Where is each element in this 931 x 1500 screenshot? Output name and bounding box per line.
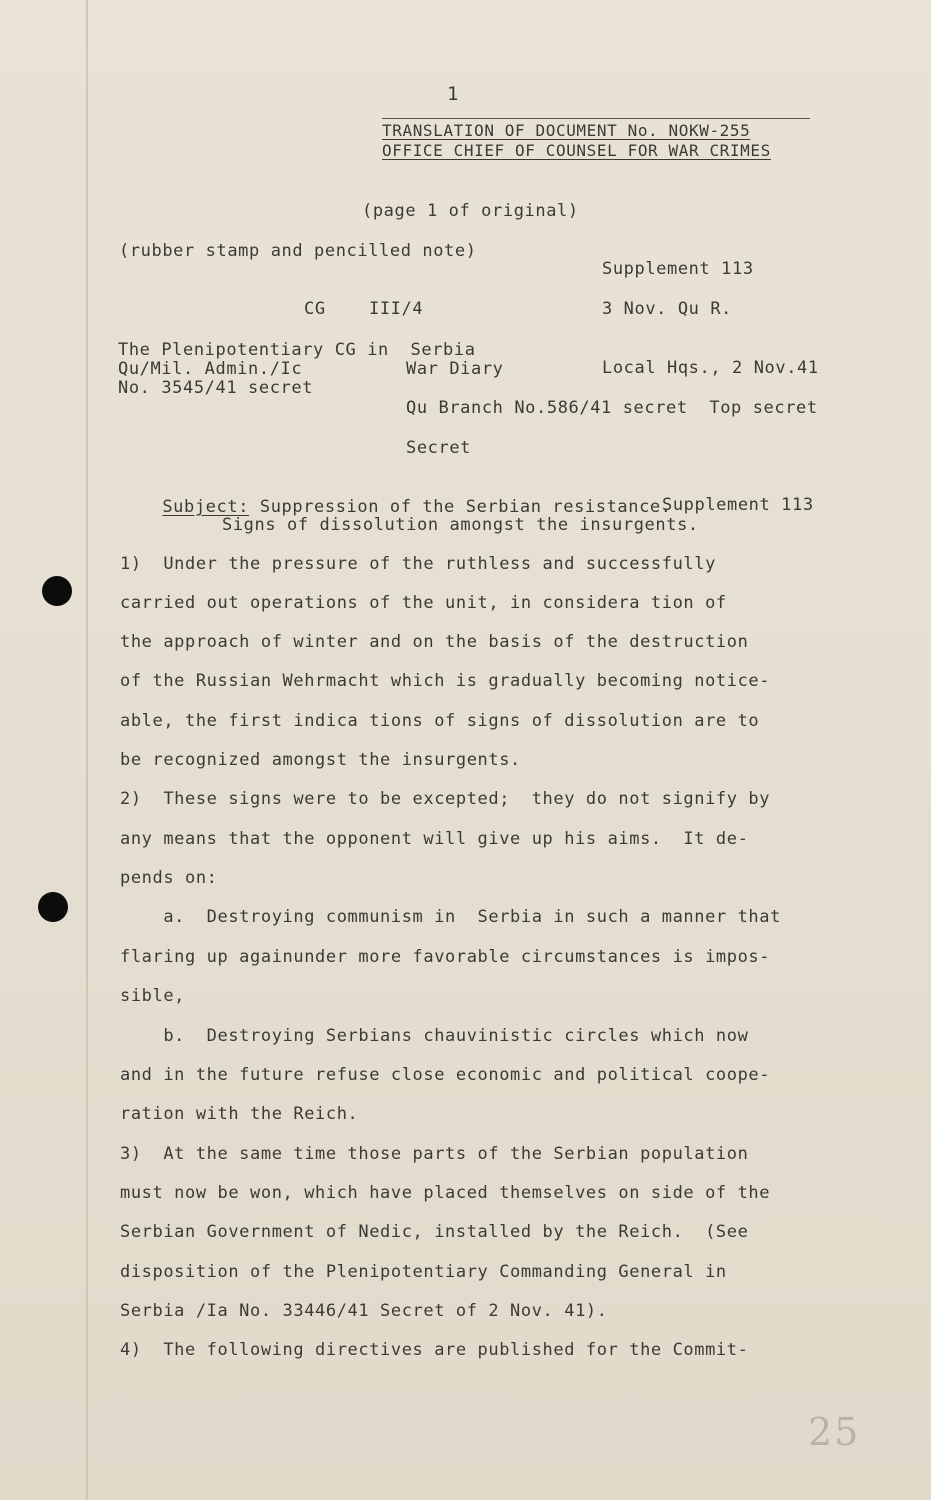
date-reference: 3 Nov. Qu R.: [602, 299, 733, 319]
subject-text: Suppression of the Serbian resistance.: [249, 497, 672, 517]
body-line: sible,: [120, 986, 186, 1006]
body-line: flaring up againunder more favorable circumstances is impos-: [120, 947, 771, 967]
stamp-note: (rubber stamp and pencilled note): [119, 241, 477, 261]
body-line: 4) The following directives are published for the Commit-: [120, 1340, 749, 1360]
page-note: (page 1 of original): [362, 201, 579, 221]
body-line: ration with the Reich.: [120, 1104, 359, 1124]
body-line: Serbia /Ia No. 33446/41 Secret of 2 Nov. 41).: [120, 1301, 608, 1321]
body-line: be recognized amongst the insurgents.: [120, 750, 521, 770]
cg-reference: CG III/4: [304, 299, 424, 319]
subject-subline: Signs of dissolution amongst the insurgents.: [222, 515, 699, 535]
supplement-top: Supplement 113: [602, 259, 754, 279]
sender-line-1: The Plenipotentiary CG in Serbia: [118, 340, 476, 360]
body-line: of the Russian Wehrmacht which is gradually becoming notice-: [120, 671, 771, 691]
body-line: and in the future refuse close economic and political coope-: [120, 1065, 771, 1085]
body-line: 2) These signs were to be excepted; they do not signify by: [120, 789, 771, 809]
body-line: able, the first indica tions of signs of dissolution are to: [120, 711, 760, 731]
punch-hole-top: [42, 576, 72, 606]
body-line: a. Destroying communism in Serbia in such a manner that: [120, 907, 781, 927]
war-diary: War Diary: [406, 359, 504, 379]
body-line: Serbian Government of Nedic, installed by the Reich. (See: [120, 1222, 749, 1242]
body-line: 1) Under the pressure of the ruthless and successfully: [120, 554, 716, 574]
body-line: carried out operations of the unit, in considera tion of: [120, 593, 727, 613]
sender-line-3: No. 3545/41 secret: [118, 378, 314, 398]
qu-branch: Qu Branch No.586/41 secret Top secret: [406, 398, 818, 418]
supplement-subject: Supplement 113: [662, 495, 814, 515]
body-line: 3) At the same time those parts of the Serbian population: [120, 1144, 749, 1164]
page-number: 1: [447, 83, 460, 105]
secret-label: Secret: [406, 438, 472, 458]
local-hqs: Local Hqs., 2 Nov.41: [602, 358, 819, 378]
body-line: disposition of the Plenipotentiary Commanding General in: [120, 1262, 727, 1282]
punch-hole-bottom: [38, 892, 68, 922]
body-line: any means that the opponent will give up his aims. It de-: [120, 829, 749, 849]
sender-line-2: Qu/Mil. Admin./Ic: [118, 359, 303, 379]
body-line: must now be won, which have placed themselves on side of the: [120, 1183, 771, 1203]
header-line-2: OFFICE CHIEF OF COUNSEL FOR WAR CRIMES: [382, 141, 771, 160]
pencil-mark: 25: [808, 1410, 861, 1454]
body-line: the approach of winter and on the basis of the destruction: [120, 632, 749, 652]
margin-line: [86, 0, 88, 1500]
body-line: b. Destroying Serbians chauvinistic circles which now: [120, 1026, 749, 1046]
header-rule: [382, 118, 810, 119]
subject-label: Subject:: [162, 497, 250, 517]
body-line: pends on:: [120, 868, 218, 888]
header-line-1: TRANSLATION OF DOCUMENT No. NOKW-255: [382, 121, 751, 140]
